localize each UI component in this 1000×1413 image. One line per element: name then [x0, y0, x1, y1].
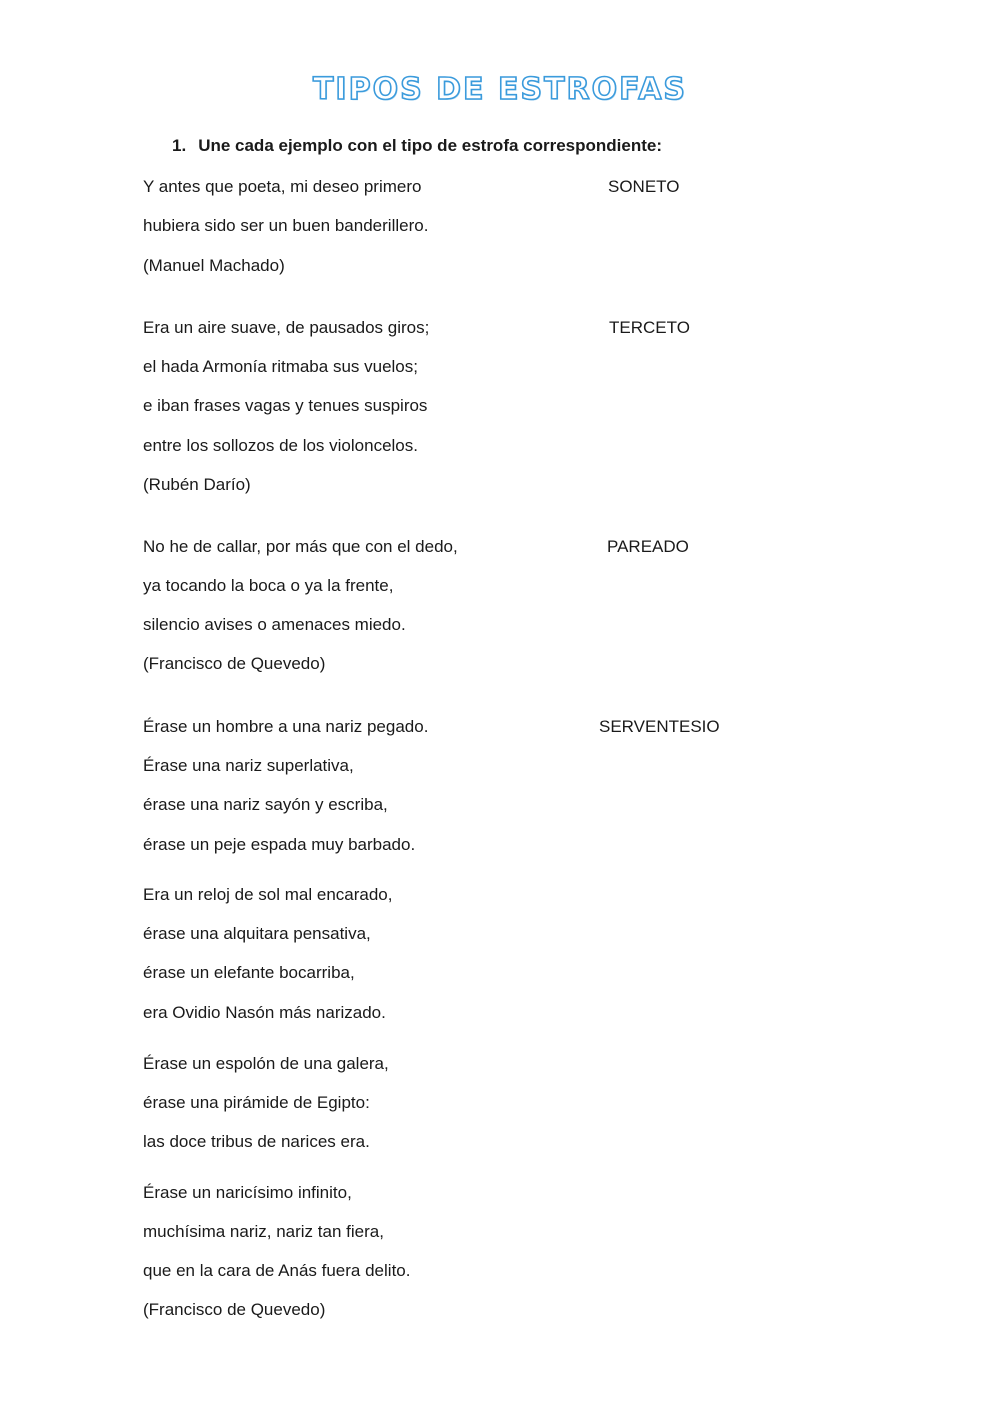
poem-line: érase un peje espada muy barbado.	[143, 835, 416, 854]
poem-line: hubiera sido ser un buen banderillero.	[143, 216, 429, 235]
poem-line: érase una alquitara pensativa,	[143, 924, 371, 943]
poem-author: (Manuel Machado)	[143, 256, 285, 275]
poem-line: Érase una nariz superlativa,	[143, 756, 354, 775]
poem-line: Érase un naricísimo infinito,	[143, 1183, 352, 1202]
instruction-number: 1.	[172, 136, 187, 155]
poem-line: érase una pirámide de Egipto:	[143, 1093, 370, 1112]
poem-line: Érase un espolón de una galera,	[143, 1054, 389, 1073]
poem-line: érase un elefante bocarriba,	[143, 963, 355, 982]
poem-line: las doce tribus de narices era.	[143, 1132, 370, 1151]
poem-line: era Ovidio Nasón más narizado.	[143, 1003, 386, 1022]
poem-line: que en la cara de Anás fuera delito.	[143, 1261, 411, 1280]
page-title: TIPOS DE ESTROFAS	[312, 72, 688, 107]
poem-line: érase una nariz sayón y escriba,	[143, 795, 388, 814]
poem-line: e iban frases vagas y tenues suspiros	[143, 396, 428, 415]
instruction	[172, 136, 662, 156]
poem-author: (Francisco de Quevedo)	[143, 1300, 326, 1319]
poem-line: entre los sollozos de los violoncelos.	[143, 436, 418, 455]
poem-line: ya tocando la boca o ya la frente,	[143, 576, 394, 595]
instruction-text: Une cada ejemplo con el tipo de estrofa correspondiente:	[198, 136, 663, 155]
poem-line: muchísima nariz, nariz tan fiera,	[143, 1222, 384, 1241]
poem-author: (Francisco de Quevedo)	[143, 654, 326, 673]
option-serventesio[interactable]: SERVENTESIO	[599, 717, 720, 736]
option-soneto[interactable]: SONETO	[608, 177, 680, 196]
poem-line: el hada Armonía ritmaba sus vuelos;	[143, 357, 418, 376]
option-terceto[interactable]: TERCETO	[609, 318, 690, 337]
option-pareado[interactable]: PAREADO	[607, 537, 689, 556]
poem-line: Era un aire suave, de pausados giros;	[143, 318, 430, 337]
poem-line: Era un reloj de sol mal encarado,	[143, 885, 393, 904]
poem-line: silencio avises o amenaces miedo.	[143, 615, 406, 634]
poem-author: (Rubén Darío)	[143, 475, 251, 494]
poem-line: No he de callar, por más que con el dedo,	[143, 537, 458, 556]
poem-line: Érase un hombre a una nariz pegado.	[143, 717, 429, 736]
poem-line: Y antes que poeta, mi deseo primero	[143, 177, 422, 196]
